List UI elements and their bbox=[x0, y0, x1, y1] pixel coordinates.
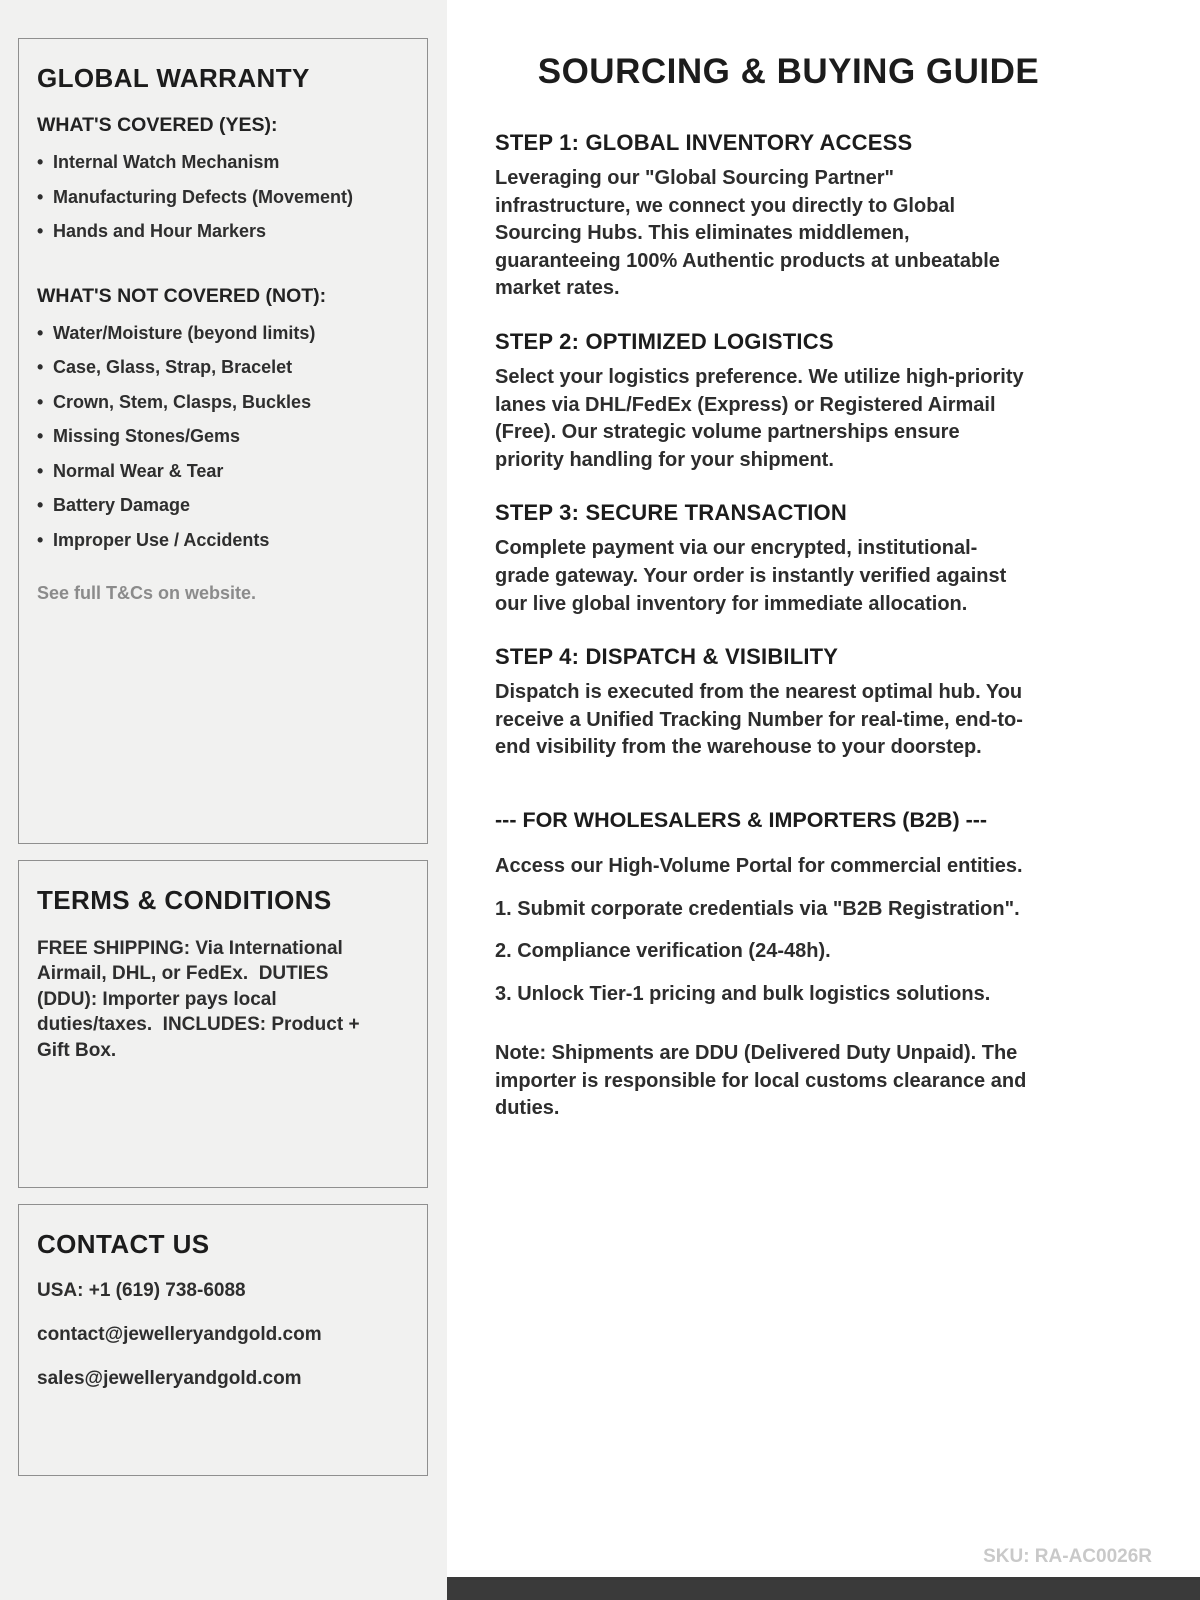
terms-title: TERMS & CONDITIONS bbox=[37, 885, 332, 915]
contact-email-sales: sales@jewelleryandgold.com bbox=[37, 1368, 302, 1389]
page-title: SOURCING & BUYING GUIDE bbox=[537, 52, 1040, 91]
b2b-note: Note: Shipments are DDU (Delivered Duty Unpaid). The importer is responsible for local customs clearance and duties. bbox=[495, 1042, 1027, 1120]
step-1-heading: STEP 1: GLOBAL INVENTORY ACCESS bbox=[495, 130, 913, 155]
covered-heading: WHAT'S COVERED (YES): bbox=[37, 114, 278, 136]
list-item: • Improper Use / Accidents bbox=[37, 529, 409, 552]
step-4-section bbox=[495, 644, 1082, 762]
step-1-body: Leveraging our "Global Sourcing Partner" infrastructure, we connect you directly to Global Sourcing Hubs. This eliminates middlemen, guaranteeing 100% Authentic products at unbeatable market rates. bbox=[495, 167, 1000, 300]
warranty-title: GLOBAL WARRANTY bbox=[37, 63, 310, 93]
footer-bar bbox=[447, 1577, 1200, 1600]
list-item: • Normal Wear & Tear bbox=[37, 460, 409, 483]
list-item: • Internal Watch Mechanism bbox=[37, 151, 409, 174]
step-2-body: Select your logistics preference. We utilize high-priority lanes via DHL/FedEx (Express) or Registered Airmail (Free). Our strategic volume partnerships ensure priority handling for your shipment. bbox=[495, 365, 1024, 471]
step-1-section bbox=[495, 130, 1082, 303]
not-covered-heading: WHAT'S NOT COVERED (NOT): bbox=[37, 284, 327, 307]
list-item: • Manufacturing Defects (Movement) bbox=[37, 186, 409, 209]
b2b-step-2: 2. Compliance verification (24-48h). bbox=[495, 940, 831, 963]
contact-title: CONTACT US bbox=[37, 1229, 210, 1259]
step-4-heading: STEP 4: DISPATCH & VISIBILITY bbox=[495, 644, 839, 670]
main-content bbox=[447, 0, 1200, 1600]
step-3-heading: STEP 3: SECURE TRANSACTION bbox=[495, 500, 847, 526]
not-covered-list bbox=[37, 322, 409, 552]
step-2-heading: STEP 2: OPTIMIZED LOGISTICS bbox=[495, 328, 834, 354]
step-4-body: Dispatch is executed from the nearest optimal hub. You receive a Unified Tracking Number for real-time, end-to-end visibility from the warehouse to your doorstep. bbox=[495, 681, 1023, 759]
b2b-section bbox=[495, 808, 1082, 1123]
terms-box bbox=[18, 860, 428, 1188]
list-item: • Case, Glass, Strap, Bracelet bbox=[37, 356, 409, 379]
step-3-section bbox=[495, 500, 1082, 618]
contact-phone: USA: +1 (619) 738-6088 bbox=[37, 1280, 246, 1301]
sku-label: SKU: RA-AC0026R bbox=[983, 1546, 1152, 1567]
contact-box bbox=[18, 1204, 428, 1476]
b2b-heading: --- FOR WHOLESALERS & IMPORTERS (B2B) --- bbox=[495, 807, 988, 832]
b2b-step-3: 3. Unlock Tier-1 pricing and bulk logistics solutions. bbox=[495, 982, 991, 1005]
b2b-intro: Access our High-Volume Portal for commercial entities. bbox=[495, 854, 1023, 877]
terms-body: FREE SHIPPING: Via International Airmail, DHL, or FedEx. DUTIES (DDU): Importer pays local duties/taxes. INCLUDES: Product + Gift Box. bbox=[37, 938, 360, 1061]
list-item: • Water/Moisture (beyond limits) bbox=[37, 322, 409, 345]
list-item: • Missing Stones/Gems bbox=[37, 425, 409, 448]
covered-list bbox=[37, 151, 409, 243]
warranty-note: See full T&Cs on website. bbox=[37, 583, 257, 603]
step-3-body: Complete payment via our encrypted, institutional-grade gateway. Your order is instantly verified against our live global inventory for immediate allocation. bbox=[495, 537, 1007, 615]
step-2-section bbox=[495, 329, 1082, 474]
b2b-step-1: 1. Submit corporate credentials via "B2B Registration". bbox=[495, 897, 1020, 920]
sidebar bbox=[0, 0, 447, 1600]
global-warranty-box bbox=[18, 38, 428, 844]
list-item: • Battery Damage bbox=[37, 494, 409, 517]
list-item: • Crown, Stem, Clasps, Buckles bbox=[37, 391, 409, 414]
contact-email-primary: contact@jewelleryandgold.com bbox=[37, 1324, 322, 1345]
list-item: • Hands and Hour Markers bbox=[37, 220, 409, 243]
